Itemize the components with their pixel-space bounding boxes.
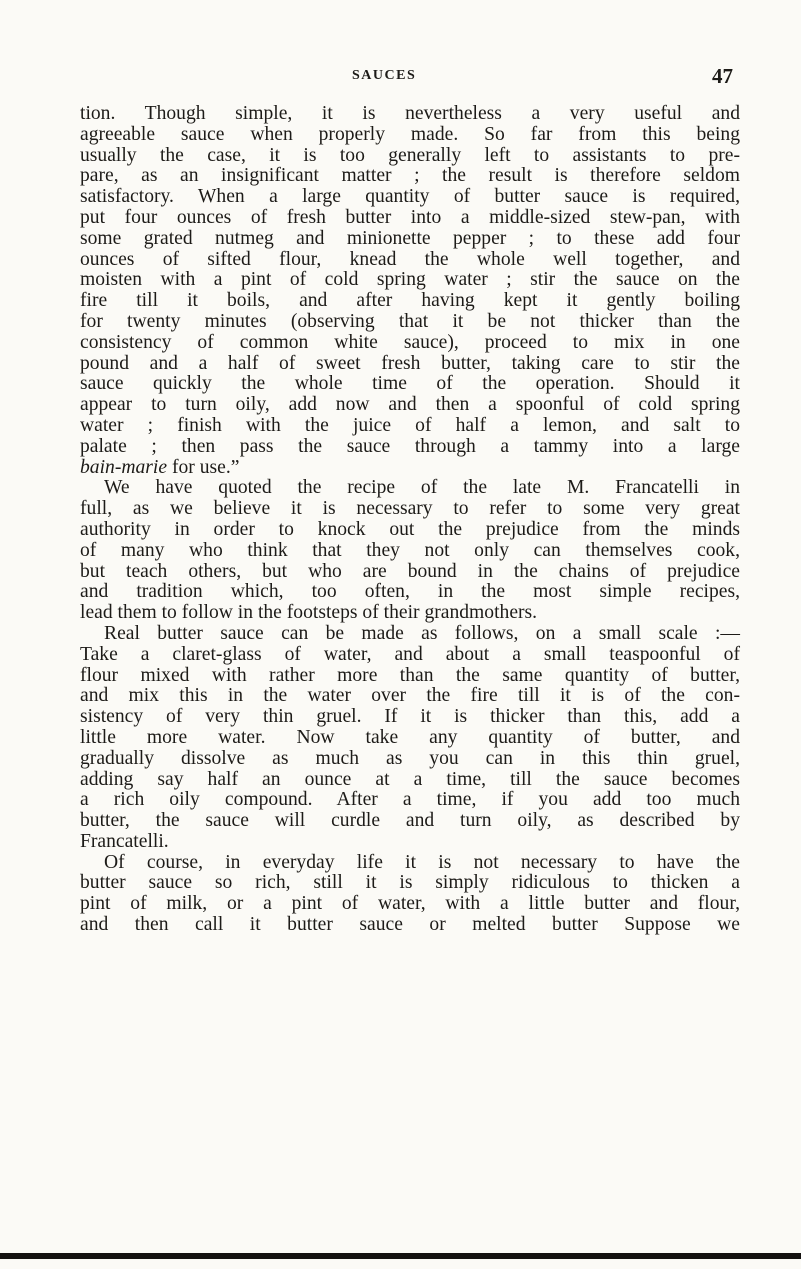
text-line: full, as we believe it is necessary to refer to some very great: [80, 498, 740, 520]
text-line: pound and a half of sweet fresh butter, taking care to stir the: [80, 352, 740, 374]
text-line: and tradition which, too often, in the most simple recipes,: [80, 581, 740, 603]
text-line: butter sauce so rich, still it is simply ridiculous to thicken a: [80, 872, 740, 894]
text-line: a rich oily compound. After a time, if you add too much: [80, 789, 740, 811]
page-number: 47: [712, 64, 733, 88]
text-line: and then call it butter sauce or melted butter Suppose we: [80, 914, 740, 936]
text-line: sauce quickly the whole time of the operation. Should it: [80, 373, 740, 395]
text-line: bain-marie for use.”: [80, 456, 240, 478]
running-title: SAUCES: [352, 68, 417, 83]
text-line: sistency of very thin gruel. If it is thicker than this, add a: [80, 706, 740, 728]
text-line: gradually dissolve as much as you can in this thin gruel,: [80, 747, 740, 769]
text-line: agreeable sauce when properly made. So far from this being: [80, 123, 740, 145]
text-line: and mix this in the water over the fire till it is of the con-: [80, 685, 740, 707]
body-text: [80, 104, 740, 936]
text-line: usually the case, it is too generally left to assistants to pre-: [80, 144, 740, 166]
text-line: lead them to follow in the footsteps of their grandmothers.: [80, 602, 538, 624]
text-line: Take a claret-glass of water, and about a small teaspoonful of: [80, 643, 740, 665]
text-line: pint of milk, or a pint of water, with a little butter and flour,: [80, 893, 740, 915]
text-line: adding say half an ounce at a time, till the sauce becomes: [80, 768, 740, 790]
text-line: consistency of common white sauce), proceed to mix in one: [80, 331, 740, 353]
text-line: of many who think that they not only can themselves cook,: [80, 539, 740, 561]
text-line: fire till it boils, and after having kept it gently boiling: [80, 290, 740, 312]
page-bottom-edge: [0, 1253, 801, 1259]
text-line: water ; finish with the juice of half a lemon, and salt to: [80, 414, 740, 436]
text-line: ounces of sifted flour, knead the whole well together, and: [80, 248, 740, 270]
text-line: pare, as an insignificant matter ; the result is therefore seldom: [80, 165, 740, 187]
text-line: authority in order to knock out the prejudice from the minds: [80, 518, 740, 540]
text-line: some grated nutmeg and minionette pepper ; to these add four: [80, 227, 740, 249]
text-line: palate ; then pass the sauce through a tammy into a large: [80, 435, 740, 457]
text-line: for twenty minutes (observing that it be not thicker than the: [80, 310, 740, 332]
text-line: put four ounces of fresh butter into a middle-sized stew-pan, with: [80, 206, 740, 228]
text-line: Francatelli.: [80, 830, 169, 852]
text-line: little more water. Now take any quantity of butter, and: [80, 726, 740, 748]
italic-term: bain-marie: [80, 456, 168, 478]
text-line: tion. Though simple, it is nevertheless a very useful and: [80, 103, 740, 124]
text-line: flour mixed with rather more than the same quantity of butter,: [80, 664, 740, 686]
text-line: We have quoted the recipe of the late M. Francatelli in: [104, 477, 740, 499]
text-line: butter, the sauce will curdle and turn oily, as described by: [80, 810, 740, 832]
text-line: moisten with a pint of cold spring water ; stir the sauce on the: [80, 269, 740, 291]
text-line: appear to turn oily, add now and then a spoonful of cold spring: [80, 394, 740, 416]
running-head: [0, 64, 801, 94]
text-line: but teach others, but who are bound in the chains of prejudice: [80, 560, 740, 582]
text-line: Of course, in everyday life it is not necessary to have the: [104, 851, 740, 873]
text-line: Real butter sauce can be made as follows, on a small scale :—: [104, 622, 740, 644]
text-line: satisfactory. When a large quantity of butter sauce is required,: [80, 186, 740, 208]
